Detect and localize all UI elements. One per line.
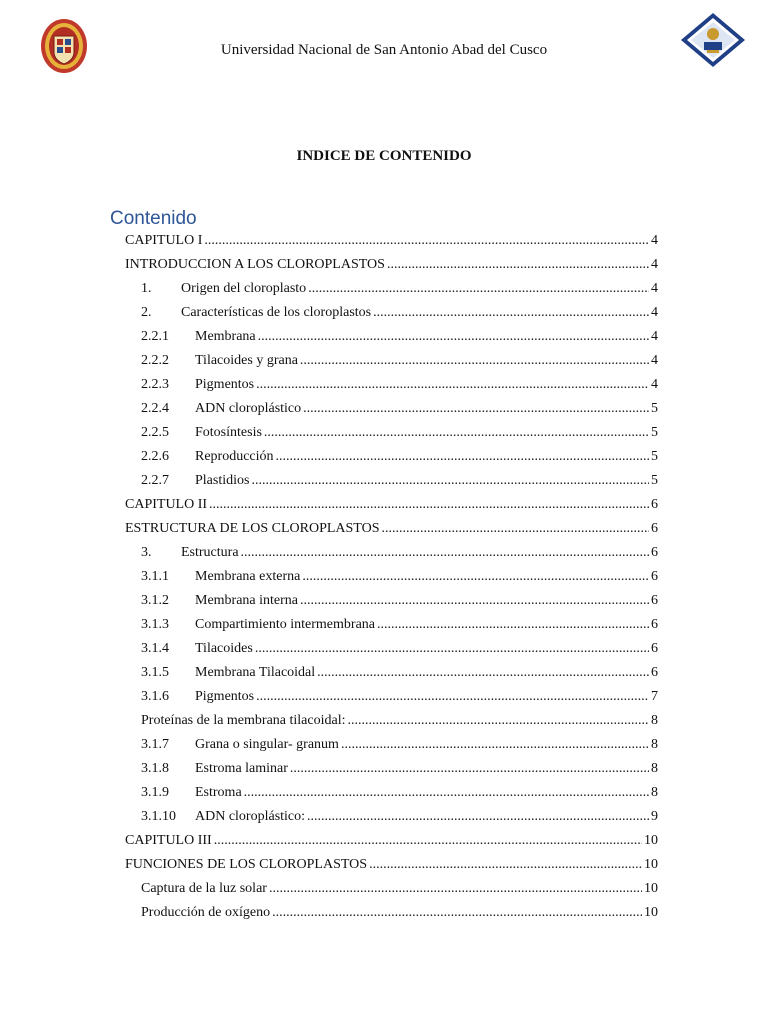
toc-entry-title: Estructura	[181, 545, 239, 560]
toc-entry[interactable]	[141, 713, 658, 735]
toc-entry-title: Captura de la luz solar	[141, 881, 267, 896]
toc-entry-page: 4	[651, 377, 658, 392]
toc-entry-page: 10	[644, 905, 658, 920]
toc-leader	[347, 713, 649, 729]
toc-entry-page: 4	[651, 257, 658, 272]
toc-entry-page: 4	[651, 305, 658, 320]
toc-entry-page: 6	[651, 521, 658, 536]
toc-leader	[256, 689, 649, 705]
toc-entry[interactable]	[125, 521, 658, 543]
toc-entry-page: 4	[651, 353, 658, 368]
toc-entry-title: Producción de oxígeno	[141, 905, 271, 920]
toc-entry[interactable]	[125, 857, 658, 879]
toc-entry-number: 3.1.1	[141, 569, 169, 584]
toc-entry-title: Membrana externa	[195, 569, 301, 584]
toc-entry[interactable]	[141, 809, 658, 831]
toc-entry-page: 5	[651, 473, 658, 488]
page-header	[0, 0, 768, 90]
toc-entry-title: Tilacoides	[195, 641, 253, 656]
toc-entry[interactable]	[141, 569, 658, 591]
toc-leader	[369, 857, 642, 873]
toc-entry-number: 1.	[141, 281, 152, 296]
toc-entry-title: ADN cloroplástico	[195, 401, 302, 416]
toc-entry-page: 8	[651, 737, 658, 752]
university-name: Universidad Nacional de San Antonio Abad del Cusco	[220, 42, 548, 58]
toc-leader	[251, 473, 649, 489]
toc-entry-title: Compartimiento intermembrana	[195, 617, 376, 632]
toc-entry-page: 8	[651, 761, 658, 776]
toc-entry-title: CAPITULO III	[125, 833, 212, 848]
toc-entry-number: 2.2.5	[141, 425, 169, 440]
toc-heading: Contenido	[110, 208, 197, 229]
toc-leader	[382, 521, 649, 537]
document-title: INDICE DE CONTENIDO	[296, 148, 472, 164]
toc-entry-title: FUNCIONES DE LOS CLOROPLASTOS	[125, 857, 368, 872]
toc-entry-page: 6	[651, 665, 658, 680]
toc-leader	[258, 329, 649, 345]
toc-entry-number: 3.1.3	[141, 617, 169, 632]
toc-entry-page: 5	[651, 401, 658, 416]
toc-leader	[256, 377, 649, 393]
toc-entry-title: Pigmentos	[195, 377, 255, 392]
toc-entry-page: 5	[651, 425, 658, 440]
toc-leader	[209, 497, 649, 513]
toc-entry[interactable]	[141, 305, 658, 327]
toc-entry-number: 3.1.7	[141, 737, 169, 752]
toc-leader	[302, 569, 649, 585]
toc-entry[interactable]	[141, 545, 658, 567]
toc-leader	[373, 305, 649, 321]
toc-entry-number: 3.1.6	[141, 689, 169, 704]
toc-entry-number: 2.2.6	[141, 449, 169, 464]
toc-entry-page: 10	[644, 857, 658, 872]
toc-entry-number: 3.1.10	[141, 809, 176, 824]
toc-leader	[303, 401, 649, 417]
toc-entry-title: CAPITULO I	[125, 233, 203, 248]
toc-entry-title: Plastidios	[195, 473, 250, 488]
toc-entry-number: 3.1.2	[141, 593, 169, 608]
toc-entry-title: Proteínas de la membrana tilacoidal:	[141, 713, 346, 728]
toc-leader	[269, 881, 642, 897]
toc-entry[interactable]	[125, 833, 658, 855]
toc-leader	[264, 425, 649, 441]
toc-leader	[241, 545, 649, 561]
toc-entry-title: ESTRUCTURA DE LOS CLOROPLASTOS	[125, 521, 380, 536]
toc-entry-page: 7	[651, 689, 658, 704]
toc-entry[interactable]	[141, 449, 658, 471]
toc-entry[interactable]	[141, 329, 658, 351]
toc-entry-title: Estroma	[195, 785, 242, 800]
toc-entry[interactable]	[141, 737, 658, 759]
toc-entry-page: 6	[651, 593, 658, 608]
toc-leader	[290, 761, 649, 777]
toc-entry[interactable]	[141, 761, 658, 783]
toc-entry-number: 3.	[141, 545, 152, 560]
toc-entry-title: ADN cloroplástico:	[195, 809, 306, 824]
toc-entry-page: 6	[651, 545, 658, 560]
toc-entry-page: 6	[651, 569, 658, 584]
toc-entry-page: 4	[651, 281, 658, 296]
toc-entry-title: Características de los cloroplastos	[181, 305, 372, 320]
toc-leader	[317, 665, 649, 681]
toc-entry-title: Membrana	[195, 329, 256, 344]
toc-entry-title: INTRODUCCION A LOS CLOROPLASTOS	[125, 257, 385, 272]
toc-entry[interactable]	[141, 905, 658, 927]
toc-entry[interactable]	[141, 281, 658, 303]
toc-leader	[387, 257, 649, 273]
toc-entry[interactable]	[125, 257, 658, 279]
toc-entry[interactable]	[141, 593, 658, 615]
toc-entry[interactable]	[141, 401, 658, 423]
toc-entry-title: Fotosíntesis	[195, 425, 262, 440]
toc-leader	[300, 353, 649, 369]
toc-entry-page: 6	[651, 641, 658, 656]
toc-entry-page: 10	[644, 833, 658, 848]
toc-entry[interactable]	[141, 377, 658, 399]
toc-leader	[307, 809, 649, 825]
toc-leader	[214, 833, 642, 849]
toc-entry-title: Reproducción	[195, 449, 274, 464]
toc-leader	[377, 617, 649, 633]
toc-entry-number: 3.1.5	[141, 665, 169, 680]
toc-entry-page: 6	[651, 497, 658, 512]
toc-entry-page: 4	[651, 233, 658, 248]
toc-leader	[341, 737, 649, 753]
toc-entry[interactable]	[141, 473, 658, 495]
toc-entry-number: 2.2.4	[141, 401, 169, 416]
toc-entry-page: 5	[651, 449, 658, 464]
toc-entry[interactable]	[125, 233, 658, 255]
toc-leader	[300, 593, 649, 609]
toc-entry[interactable]	[125, 497, 658, 519]
toc-leader	[204, 233, 649, 249]
toc-leader	[244, 785, 649, 801]
toc-entry-number: 3.1.4	[141, 641, 169, 656]
toc-entry-title: Membrana interna	[195, 593, 299, 608]
toc-entry-title: Tilacoides y grana	[195, 353, 298, 368]
toc-entry-title: Grana o singular- granum	[195, 737, 339, 752]
toc-entry[interactable]	[141, 785, 658, 807]
toc-entry-page: 10	[644, 881, 658, 896]
toc-entry-number: 2.2.2	[141, 353, 169, 368]
toc-entry-number: 2.2.1	[141, 329, 169, 344]
toc-entry-number: 3.1.9	[141, 785, 169, 800]
toc-entry-number: 2.	[141, 305, 152, 320]
toc-entry-title: Pigmentos	[195, 689, 255, 704]
toc-entry[interactable]	[141, 353, 658, 375]
toc-entry[interactable]	[141, 665, 658, 687]
toc-entry-number: 2.2.7	[141, 473, 169, 488]
toc-entry-page: 6	[651, 617, 658, 632]
faculty-emblem-icon	[680, 12, 746, 68]
toc-entry-page: 8	[651, 785, 658, 800]
toc-entry-number: 3.1.8	[141, 761, 169, 776]
toc-entry-number: 2.2.3	[141, 377, 169, 392]
toc-entry-page: 4	[651, 329, 658, 344]
toc-entry[interactable]	[141, 689, 658, 711]
toc-leader	[255, 641, 649, 657]
toc-entry[interactable]	[141, 641, 658, 663]
toc-entry-title: Origen del cloroplasto	[181, 281, 307, 296]
toc-entry-title: Membrana Tilacoidal	[195, 665, 316, 680]
toc-leader	[272, 905, 642, 921]
toc-entry[interactable]	[141, 881, 658, 903]
toc-leader	[276, 449, 649, 465]
toc-entry-title: CAPITULO II	[125, 497, 208, 512]
toc-entry-page: 8	[651, 713, 658, 728]
toc-entry-page: 9	[651, 809, 658, 824]
toc-entry[interactable]	[141, 425, 658, 447]
toc-entry-title: Estroma laminar	[195, 761, 288, 776]
toc-leader	[308, 281, 649, 297]
toc-entry[interactable]	[141, 617, 658, 639]
